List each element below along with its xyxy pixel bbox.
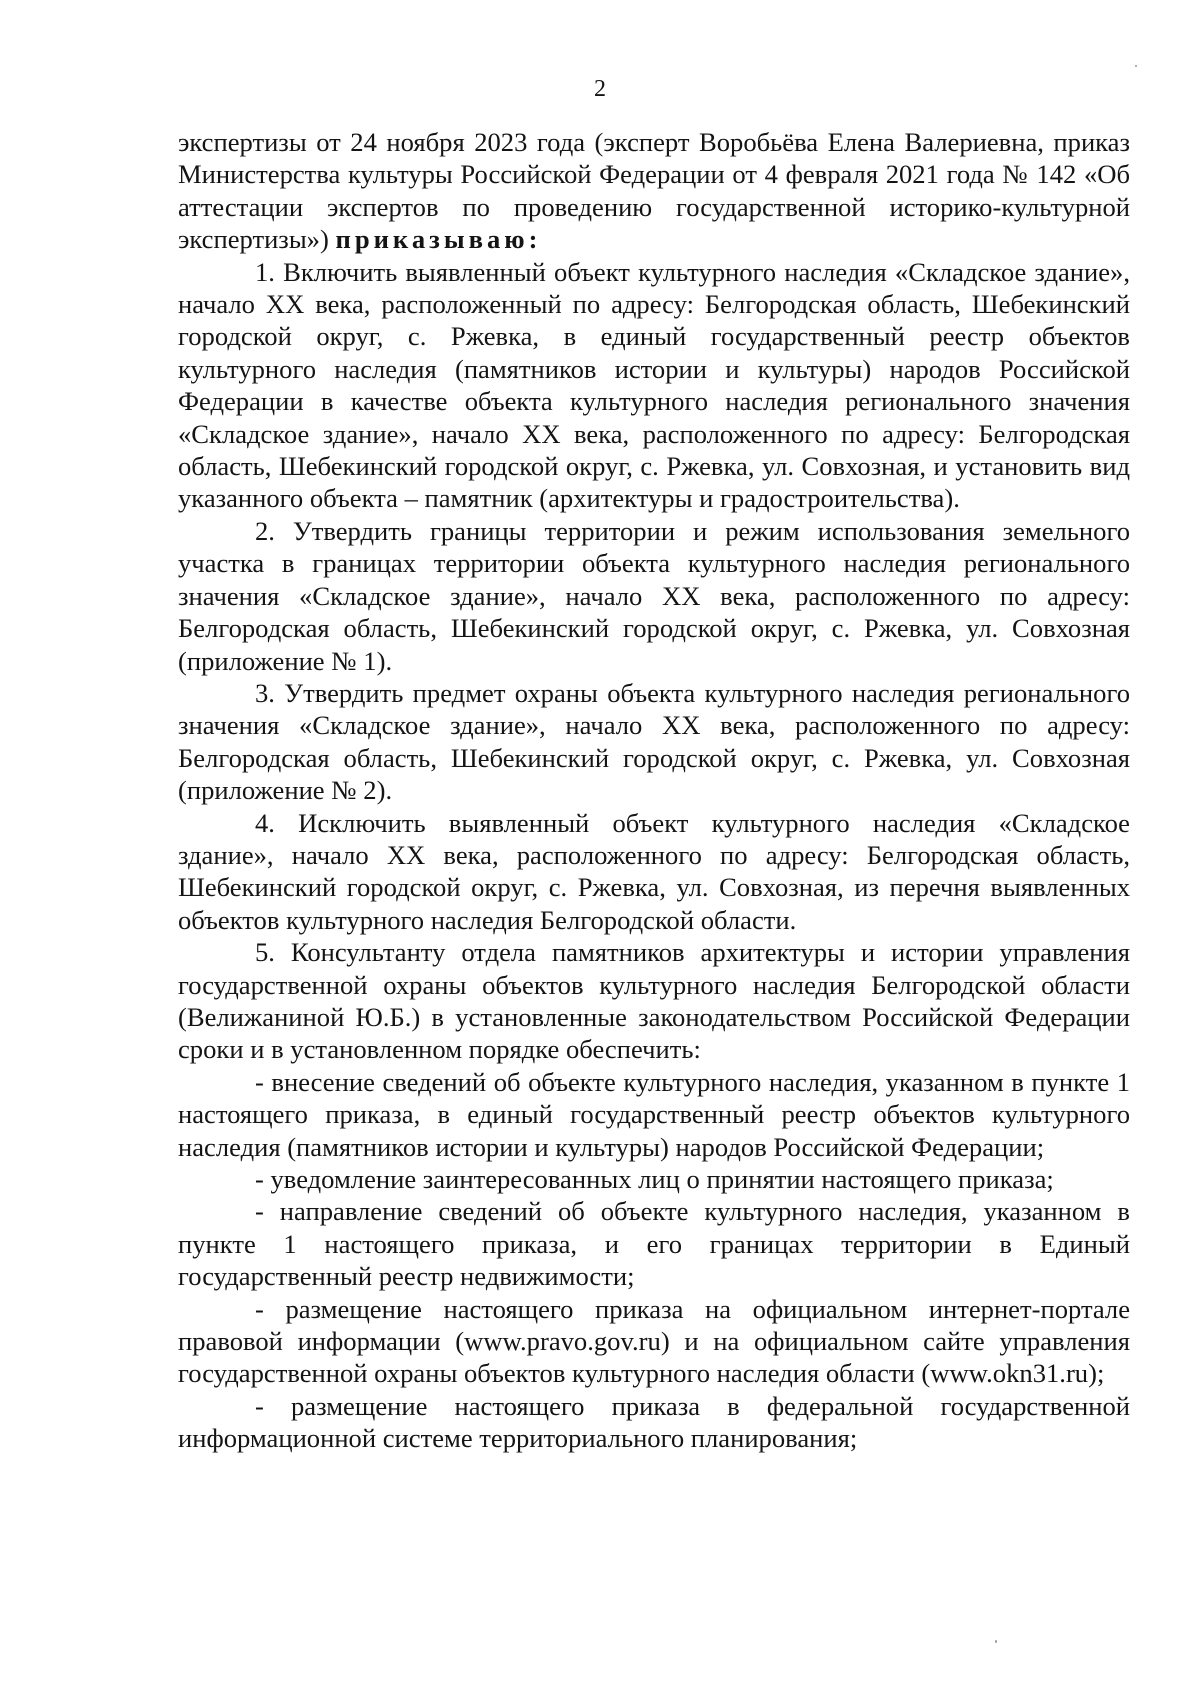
intro-text: экспертизы от 24 ноября 2023 года (эксперт Воробьёва Елена Валериевна, приказ Министерства культуры Российской Федерации от 4 февраля 2021 года № 142 «Об аттестации экспертов по проведению государственной историко-культурной экспертизы») bbox=[178, 127, 1130, 255]
order-item-5: 5. Консультанту отдела памятников архитектуры и истории управления государственной охраны объектов культурного наследия Белгородской области (Велижаниной Ю.Б.) в установленные законодательством Российской Федерации сроки и в установленном порядке обеспечить: bbox=[178, 937, 1130, 1065]
scan-speck bbox=[995, 1640, 997, 1643]
duty-item-publication-portals: - размещение настоящего приказа на официальном интернет-портале правовой информации (www.pravo.gov.ru) и на официальном сайте управления государственной охраны объектов культурного наследия области (www.okn31.ru); bbox=[178, 1293, 1130, 1389]
order-item-2: 2. Утвердить границы территории и режим использования земельного участка в границах территории объекта культурного наследия регионального значения «Складское здание», начало XX века, расположенного по адресу: Белгородская область, Шебекинский городской округ, с. Ржевка, ул. Совхозная (приложение № 1). bbox=[178, 515, 1130, 676]
decree-word: приказываю: bbox=[335, 224, 542, 255]
duty-item-real-estate-registry: - направление сведений об объекте культурного наследия, указанном в пункте 1 настоящего приказа, и его границах территории в Единый государственный реестр недвижимости; bbox=[178, 1196, 1130, 1292]
order-item-4: 4. Исключить выявленный объект культурного наследия «Складское здание», начало XX века, расположенного по адресу: Белгородская область, Шебекинский городской округ, с. Ржевка, ул. Совхозная, из перечня выявленных объектов культурного наследия Белгородской области. bbox=[178, 807, 1130, 935]
order-item-3: 3. Утвердить предмет охраны объекта культурного наследия регионального значения «Складское здание», начало XX века, расположенного по адресу: Белгородская область, Шебекинский городской округ, с. Ржевка, ул. Совхозная (приложение № 2). bbox=[178, 677, 1130, 806]
document-body bbox=[178, 126, 1130, 1455]
duty-item-notification: - уведомление заинтересованных лиц о принятии настоящего приказа; bbox=[255, 1164, 1054, 1194]
intro-paragraph bbox=[178, 126, 1130, 256]
duty-item-planning-system: - размещение настоящего приказа в федеральной государственной информационной системе территориального планирования; bbox=[178, 1390, 1130, 1454]
scan-speck bbox=[1135, 65, 1137, 67]
order-item-1: 1. Включить выявленный объект культурного наследия «Складское здание», начало XX века, расположенный по адресу: Белгородская область, Шебекинский городской округ, с. Ржевка, в единый государственный реестр объектов культурного наследия (памятников истории и культуры) народов Российской Федерации в качестве объекта культурного наследия регионального значения «Складское здание», начало XX века, расположенного по адресу: Белгородская область, Шебекинский городской округ, с. Ржевка, ул. Совхозная, и установить вид указанного объекта – памятник (архитектуры и градостроительства). bbox=[178, 256, 1130, 514]
duty-item-registry: - внесение сведений об объекте культурного наследия, указанном в пункте 1 настоящего приказа, в единый государственный реестр объектов культурного наследия (памятников истории и культуры) народов Российской Федерации; bbox=[178, 1066, 1130, 1162]
page-number: 2 bbox=[594, 76, 606, 102]
